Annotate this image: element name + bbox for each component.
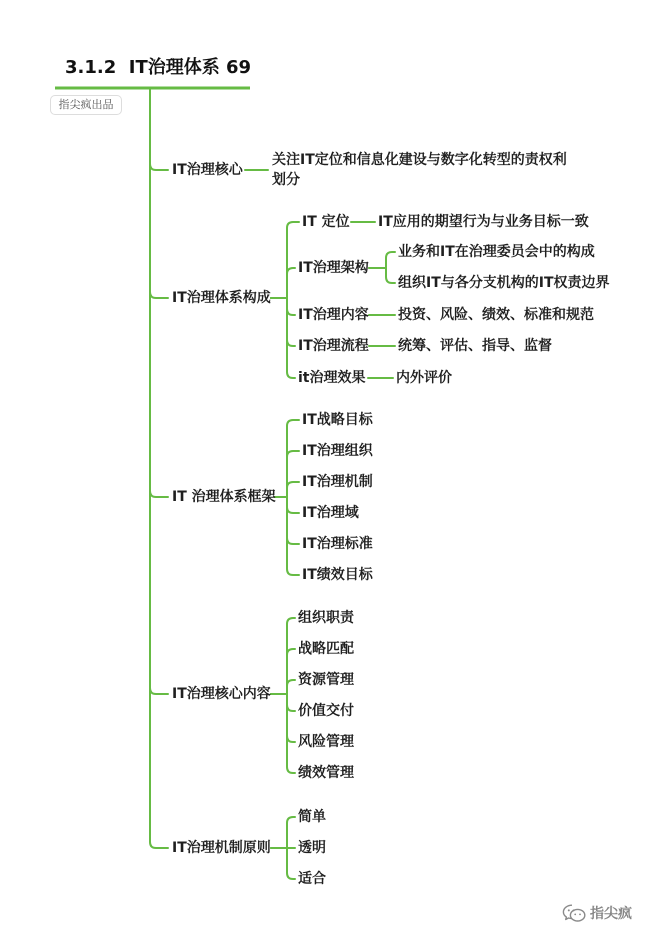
connector-core-content-3	[271, 694, 295, 711]
branch-core-content: IT治理核心内容	[172, 686, 271, 702]
branch-principles: IT治理机制原则	[172, 840, 271, 856]
page-title: 3.1.2 IT治理体系 69	[65, 57, 252, 78]
composition-effect: it治理效果	[298, 370, 366, 386]
connector-core-content-1	[271, 649, 295, 694]
effect-detail: 内外评价	[396, 370, 452, 386]
core-content-item: 价值交付	[298, 703, 354, 719]
positioning-detail: IT应用的期望行为与业务目标一致	[378, 214, 589, 230]
source-badge: 指尖疯出品	[50, 95, 122, 115]
architecture-boundary: 组织IT与各分支机构的IT权责边界	[398, 275, 610, 291]
core-content-item: 资源管理	[298, 672, 354, 688]
principle-item: 适合	[298, 871, 326, 887]
wechat-icon	[562, 903, 586, 923]
composition-architecture: IT治理架构	[298, 260, 369, 276]
core-content-item: 风险管理	[298, 734, 354, 750]
connector-principles-2	[271, 848, 295, 879]
connector-core-content-4	[271, 694, 295, 742]
principle-item: 简单	[298, 809, 326, 825]
watermark	[562, 902, 632, 924]
branch-composition: IT治理体系构成	[172, 290, 271, 306]
connector-trunk-composition	[150, 89, 168, 298]
connector-framework-5	[275, 497, 299, 575]
composition-positioning: IT 定位	[302, 214, 350, 230]
connector-composition-effect	[271, 298, 295, 378]
branch-core: IT治理核心	[172, 162, 243, 178]
framework-item: IT治理组织	[302, 443, 373, 459]
connector-core-content-5	[271, 694, 295, 773]
branch-framework: IT 治理体系框架	[172, 489, 276, 505]
connector-trunk-framework	[150, 89, 168, 497]
process-detail: 统筹、评估、指导、监督	[398, 338, 552, 354]
core-content-item: 绩效管理	[298, 765, 354, 781]
connector-composition-architecture	[271, 268, 295, 298]
connector-core-content-0	[271, 618, 295, 694]
framework-item: IT治理域	[302, 505, 359, 521]
composition-content: IT治理内容	[298, 307, 369, 323]
framework-item: IT治理机制	[302, 474, 373, 490]
connector-framework-2	[275, 482, 299, 497]
core-detail-line-1: 关注IT定位和信息化建设与数字化转型的责权利	[272, 152, 567, 168]
connector-composition-process	[271, 298, 295, 346]
connector-architecture-committee	[369, 252, 395, 268]
connector-core-content-2	[271, 680, 295, 694]
architecture-committee: 业务和IT在治理委员会中的构成	[398, 244, 595, 260]
principle-item: 透明	[298, 840, 326, 856]
watermark-text: 指尖疯	[590, 906, 632, 922]
core-content-item: 战略匹配	[298, 641, 354, 657]
connector-composition-positioning	[271, 222, 299, 298]
connector-trunk-core-content	[150, 89, 168, 694]
content-detail: 投资、风险、绩效、标准和规范	[398, 307, 594, 323]
core-content-item: 组织职责	[298, 610, 354, 626]
connector-composition-content	[271, 298, 295, 315]
framework-item: IT绩效目标	[302, 567, 373, 583]
framework-item: IT战略目标	[302, 412, 373, 428]
connector-architecture-boundary	[369, 268, 395, 283]
framework-item: IT治理标准	[302, 536, 373, 552]
connector-trunk-principles	[150, 89, 168, 848]
core-detail-line-2: 划分	[272, 172, 300, 188]
connector-principles-0	[271, 817, 295, 848]
composition-process: IT治理流程	[298, 338, 369, 354]
connector-trunk-core	[150, 89, 168, 170]
